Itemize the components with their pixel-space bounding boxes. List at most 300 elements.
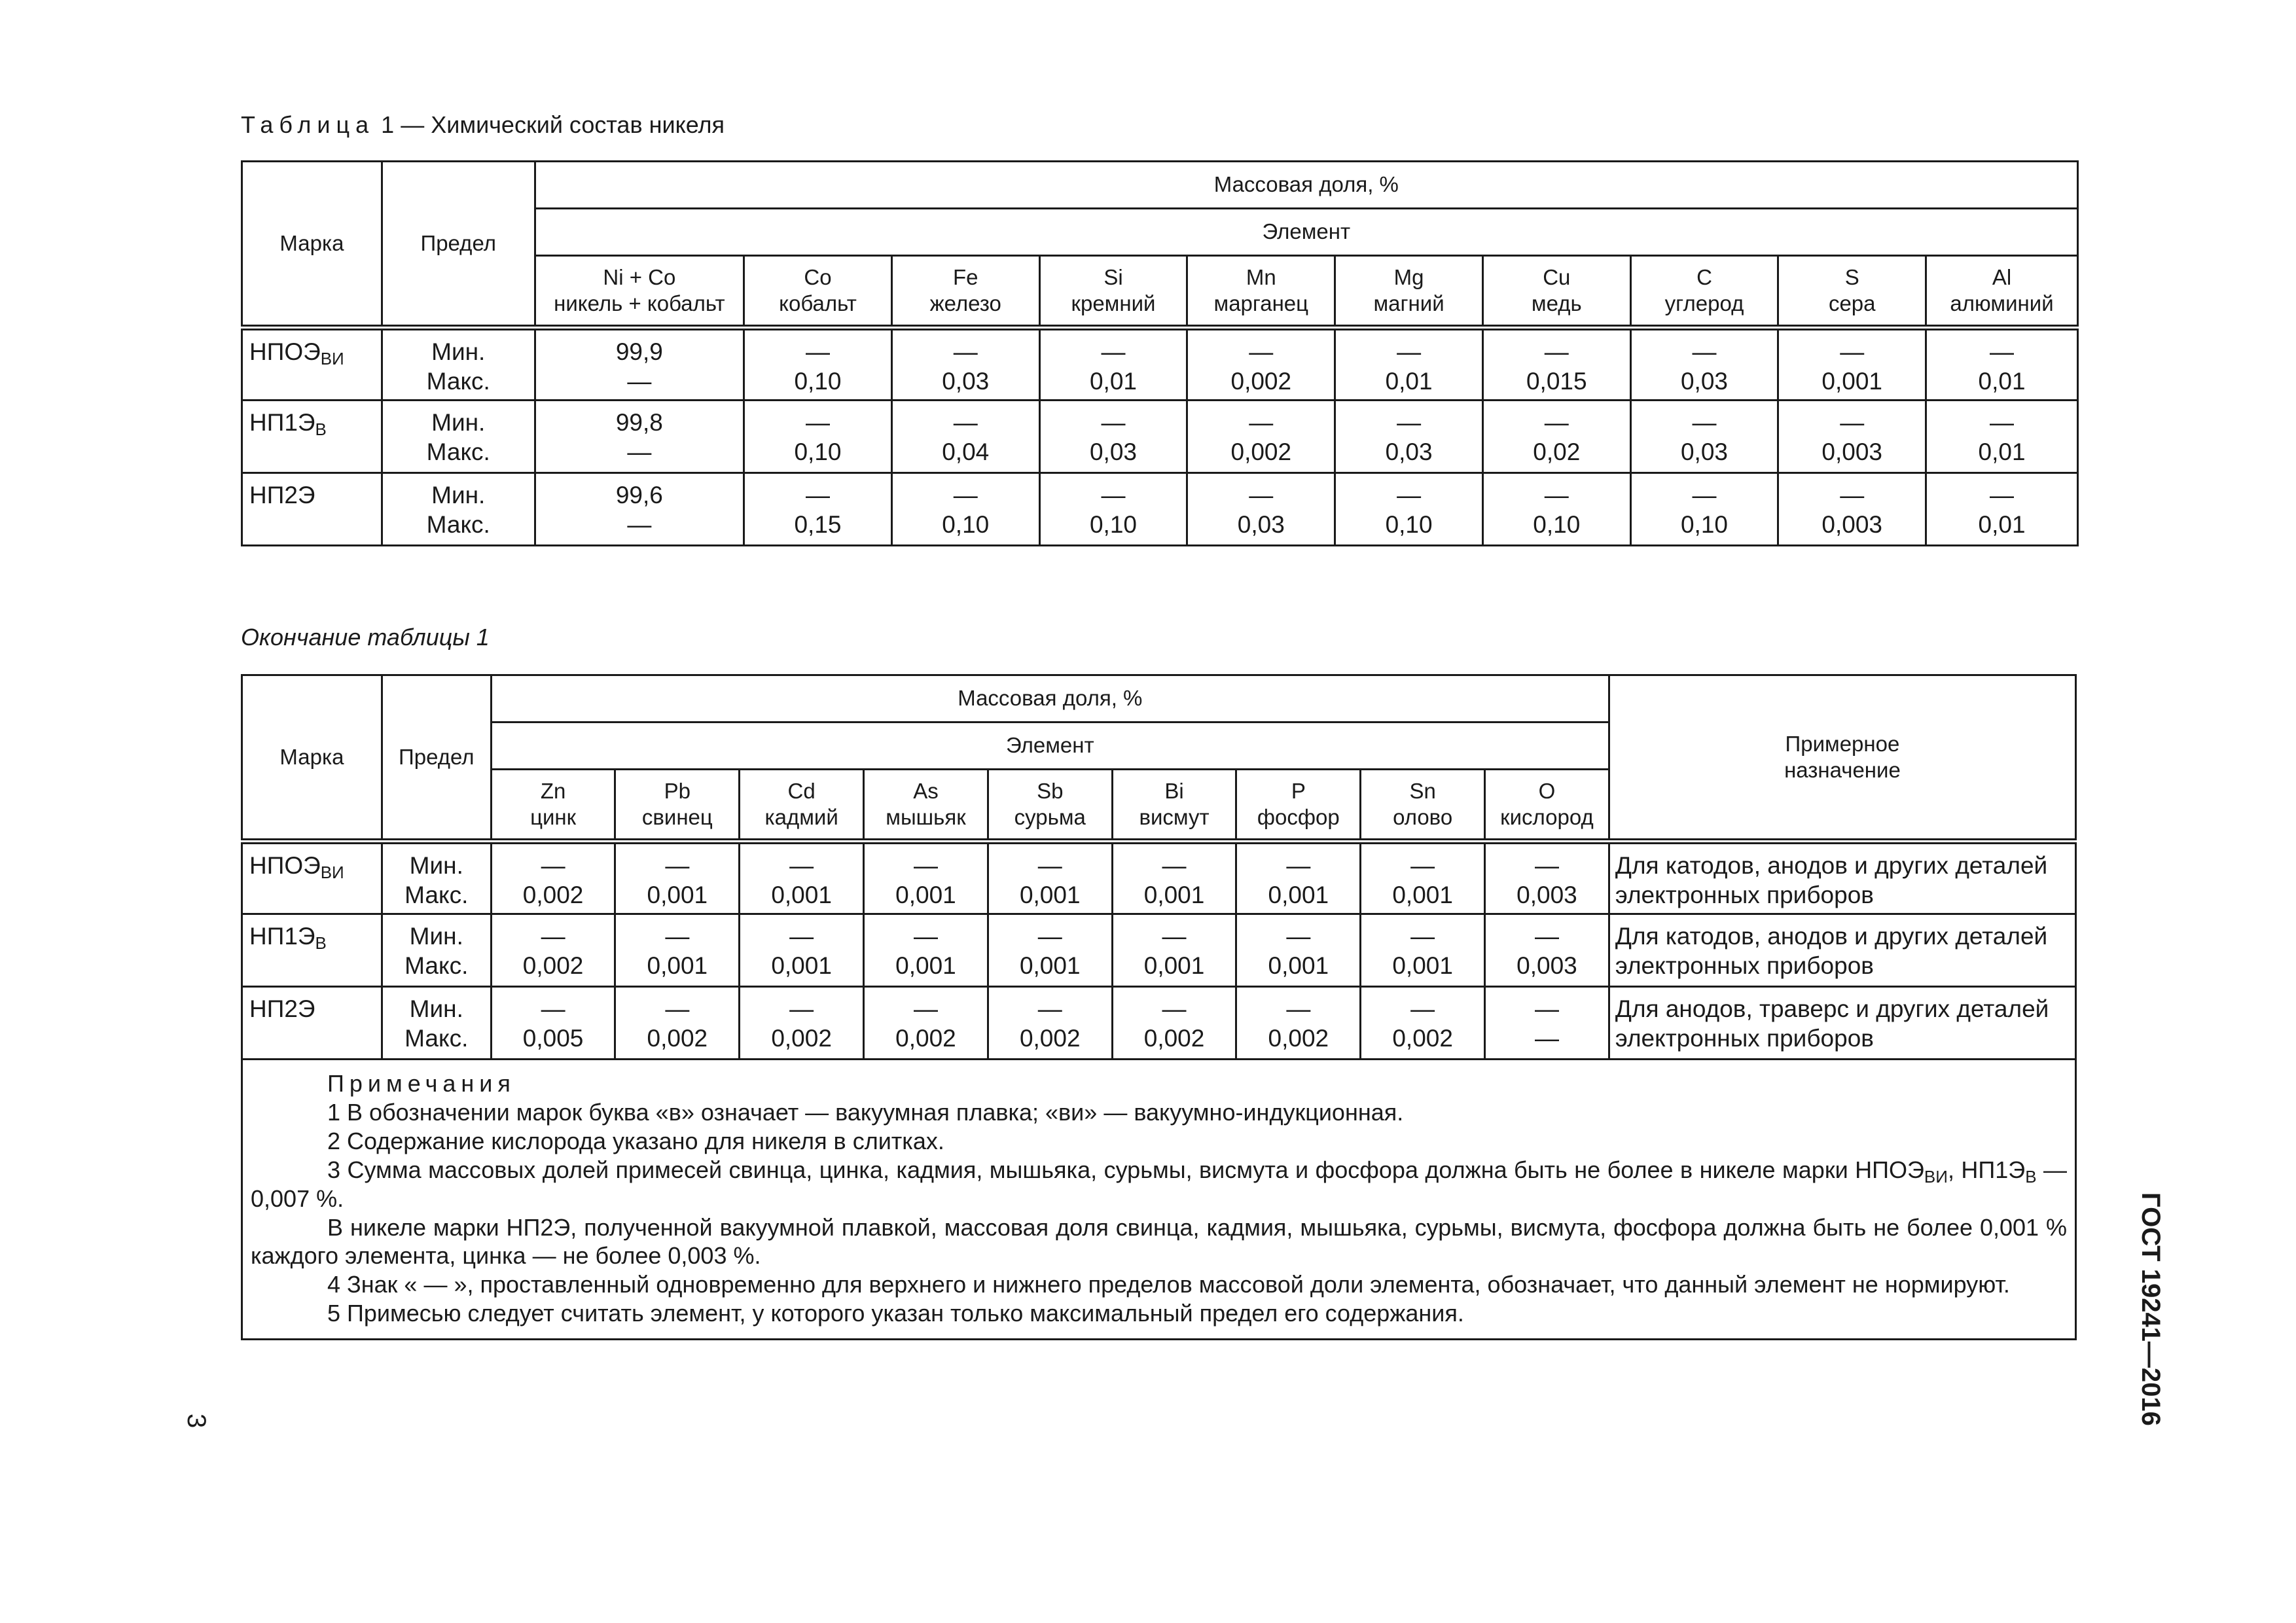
min-value: — — [541, 995, 565, 1022]
grade-cell — [242, 473, 382, 546]
element-name: кадмий — [764, 805, 838, 829]
value-cell — [1485, 914, 1609, 987]
value-cell — [1335, 473, 1483, 546]
column-header — [1361, 770, 1485, 842]
table-row — [242, 328, 2078, 401]
grade-name: НП1Э — [249, 923, 315, 950]
max-value: 0,001 — [1019, 882, 1081, 909]
limit-min-label: Мин. — [409, 995, 463, 1022]
min-value: — — [665, 923, 690, 950]
column-header — [1335, 256, 1483, 328]
value-cell — [891, 401, 1039, 473]
table-row — [242, 473, 2078, 546]
element-symbol: S — [1844, 264, 1859, 289]
max-value: 0,002 — [1019, 1025, 1081, 1052]
value-cell — [1187, 401, 1335, 473]
value-cell — [491, 914, 615, 987]
min-value: — — [1286, 995, 1311, 1022]
max-value: — — [627, 511, 652, 539]
value-cell — [891, 328, 1039, 401]
table1-header-mark: Марка — [242, 162, 382, 328]
min-value: — — [541, 852, 565, 879]
max-value: 0,10 — [1680, 511, 1728, 539]
column-header — [1485, 770, 1609, 842]
column-header — [740, 770, 864, 842]
note-3-text-c: — 0,007 %. — [251, 1156, 2067, 1212]
purpose-cell: Для анодов, траверс и других деталей электронных приборов — [1609, 987, 2075, 1060]
value-cell — [1112, 842, 1236, 914]
note-3-text-a: 3 Сумма массовых долей примесей свинца, цинка, кадмия, мышьяка, сурьмы, висмута и фосфора должна быть не более в никеле марки НПОЭ — [327, 1156, 1924, 1183]
limit-max-label: Макс. — [426, 368, 490, 395]
element-symbol: Pb — [664, 778, 691, 803]
max-value: — — [627, 368, 652, 395]
max-value: 0,01 — [1385, 368, 1433, 395]
max-value: 0,001 — [1143, 952, 1205, 980]
column-header — [1236, 770, 1361, 842]
element-symbol: P — [1291, 778, 1306, 803]
value-cell — [1236, 842, 1361, 914]
value-cell — [491, 842, 615, 914]
max-value: 0,04 — [942, 438, 990, 466]
value-cell — [864, 987, 988, 1060]
purpose-cell: Для катодов, анодов и других деталей электронных приборов — [1609, 842, 2075, 914]
limit-min-label: Мин. — [409, 852, 463, 879]
min-value: — — [1249, 482, 1274, 508]
min-value: — — [665, 995, 690, 1022]
min-value: — — [541, 923, 565, 950]
value-cell — [1335, 328, 1483, 401]
max-value: 0,15 — [794, 511, 842, 539]
max-value: — — [627, 438, 652, 466]
value-cell — [1187, 473, 1335, 546]
grade-name: НП2Э — [249, 995, 315, 1022]
element-name: свинец — [641, 805, 713, 829]
limit-max-label: Макс. — [404, 882, 469, 909]
max-value: 0,10 — [794, 368, 842, 395]
max-value: 0,001 — [647, 882, 708, 909]
max-value: 0,001 — [1392, 882, 1453, 909]
element-symbol: Zn — [540, 778, 566, 803]
limit-cell — [382, 842, 491, 914]
element-name: кремний — [1071, 291, 1156, 315]
value-cell — [615, 914, 740, 987]
page-number — [182, 1414, 212, 1440]
element-symbol: Cd — [787, 778, 816, 803]
limit-cell — [382, 987, 491, 1060]
min-value: — — [1162, 852, 1187, 879]
min-value: — — [806, 482, 830, 508]
max-value: 0,005 — [522, 1025, 584, 1052]
limit-min-label: Мин. — [431, 482, 486, 508]
max-value: 0,001 — [1268, 882, 1329, 909]
max-value: 0,10 — [1533, 511, 1581, 539]
value-cell — [1482, 473, 1630, 546]
value-cell — [1187, 328, 1335, 401]
min-value: — — [1101, 409, 1126, 436]
min-value: — — [1410, 923, 1435, 950]
value-cell — [535, 401, 744, 473]
min-value: — — [1840, 338, 1865, 365]
grade-name: НП1Э — [249, 409, 315, 436]
table-row — [242, 401, 2078, 473]
max-value: 0,001 — [895, 882, 956, 909]
min-value: — — [1534, 923, 1559, 950]
min-value: — — [665, 852, 690, 879]
max-value: 0,03 — [1089, 438, 1137, 466]
max-value: 0,03 — [1680, 368, 1728, 395]
min-value: — — [1534, 995, 1559, 1022]
element-symbol: As — [913, 778, 939, 803]
column-header — [491, 770, 615, 842]
limit-max-label: Макс. — [426, 438, 490, 466]
element-symbol: Sb — [1037, 778, 1064, 803]
min-value: — — [789, 923, 814, 950]
value-cell — [1630, 401, 1778, 473]
max-value: 0,002 — [522, 952, 584, 980]
grade-name: НП2Э — [249, 482, 315, 508]
min-value: — — [1692, 482, 1717, 508]
max-value: 0,10 — [1385, 511, 1433, 539]
table2-header-purpose — [1609, 675, 2075, 842]
min-value: — — [1397, 482, 1422, 508]
limit-cell — [382, 401, 535, 473]
limit-max-label: Макс. — [426, 511, 490, 539]
max-value: 0,003 — [1821, 511, 1883, 539]
table-row — [242, 987, 2076, 1060]
max-value: 0,001 — [1392, 952, 1453, 980]
grade-name: НПОЭ — [249, 852, 321, 879]
min-value: 99,8 — [615, 409, 663, 436]
value-cell — [744, 473, 892, 546]
max-value: 0,003 — [1516, 882, 1577, 909]
limit-max-label: Макс. — [404, 1025, 469, 1052]
value-cell — [744, 328, 892, 401]
element-name: сурьма — [1014, 805, 1086, 829]
grade-subscript: В — [315, 933, 327, 953]
min-value: — — [1249, 338, 1274, 365]
max-value: 0,003 — [1516, 952, 1577, 980]
value-cell — [615, 842, 740, 914]
min-value: — — [1840, 482, 1865, 508]
value-cell — [535, 328, 744, 401]
limit-min-label: Мин. — [409, 923, 463, 950]
value-cell — [988, 914, 1112, 987]
min-value: 99,9 — [615, 338, 663, 365]
value-cell — [615, 987, 740, 1060]
grade-cell — [242, 842, 382, 914]
element-name: магний — [1373, 291, 1444, 315]
max-value: 0,001 — [1019, 952, 1081, 980]
element-symbol: Al — [1992, 264, 2012, 289]
value-cell — [1778, 328, 1926, 401]
element-symbol: Ni + Co — [603, 264, 676, 289]
element-symbol: Mn — [1246, 264, 1276, 289]
column-header — [891, 256, 1039, 328]
value-cell — [535, 473, 744, 546]
max-value: 0,015 — [1526, 368, 1587, 395]
note-5: 5 Примесью следует считать элемент, у которого указан только максимальный предел его содержания. — [327, 1300, 1464, 1327]
table1-caption-prefix: Таблица — [241, 111, 375, 138]
element-symbol: Sn — [1409, 778, 1436, 803]
max-value: 0,10 — [794, 438, 842, 466]
limit-cell — [382, 473, 535, 546]
element-name: никель + кобальт — [554, 291, 725, 315]
min-value: — — [789, 995, 814, 1022]
value-cell — [864, 842, 988, 914]
min-value: — — [1534, 852, 1559, 879]
max-value: 0,03 — [1680, 438, 1728, 466]
table2 — [241, 674, 2077, 1340]
min-value: — — [913, 923, 938, 950]
notes-block — [242, 1060, 2076, 1340]
min-value: — — [1544, 338, 1569, 365]
min-value: — — [1397, 409, 1422, 436]
min-value: — — [913, 995, 938, 1022]
page-number-text: 3 — [182, 1414, 211, 1429]
max-value: 0,03 — [1237, 511, 1285, 539]
table1-header-mass-fraction: Массовая доля, % — [535, 162, 2077, 209]
element-symbol: O — [1538, 778, 1556, 803]
max-value: 0,001 — [771, 882, 832, 909]
document-code-text: ГОСТ 19241—2016 — [2136, 1192, 2165, 1426]
min-value: 99,6 — [615, 482, 663, 508]
table2-caption: Окончание таблицы 1 — [241, 624, 490, 651]
max-value: 0,03 — [942, 368, 990, 395]
element-name: кислород — [1500, 805, 1594, 829]
value-cell — [740, 987, 864, 1060]
table2-header-element: Элемент — [491, 722, 1609, 770]
max-value: 0,01 — [1978, 368, 2026, 395]
element-name: углерод — [1664, 291, 1744, 315]
element-name: сера — [1828, 291, 1876, 315]
note-3-sub-a: ВИ — [1924, 1166, 1948, 1186]
max-value: 0,002 — [771, 1025, 832, 1052]
element-symbol: Bi — [1164, 778, 1184, 803]
purpose-cell: Для катодов, анодов и других деталей электронных приборов — [1609, 914, 2075, 987]
value-cell — [1485, 987, 1609, 1060]
value-cell — [1630, 328, 1778, 401]
max-value: 0,001 — [1143, 882, 1205, 909]
element-name: железо — [929, 291, 1001, 315]
value-cell — [988, 842, 1112, 914]
max-value: 0,10 — [942, 511, 990, 539]
element-name: марганец — [1213, 291, 1309, 315]
value-cell — [744, 401, 892, 473]
value-cell — [1361, 987, 1485, 1060]
column-header — [1778, 256, 1926, 328]
max-value: 0,002 — [1268, 1025, 1329, 1052]
table1-header-element: Элемент — [535, 209, 2077, 256]
min-value: — — [1037, 923, 1062, 950]
min-value: — — [1037, 852, 1062, 879]
value-cell — [864, 914, 988, 987]
min-value: — — [789, 852, 814, 879]
note-3-text-b: , НП1Э — [1947, 1156, 2026, 1183]
value-cell — [1926, 328, 2078, 401]
min-value: — — [1840, 409, 1865, 436]
min-value: — — [1990, 338, 2015, 365]
max-value: 0,003 — [1821, 438, 1883, 466]
max-value: 0,002 — [1230, 438, 1292, 466]
element-name: висмут — [1139, 805, 1210, 829]
column-header — [1926, 256, 2078, 328]
value-cell — [1482, 401, 1630, 473]
note-4: 4 Знак « — », проставленный одновременно для верхнего и нижнего пределов массовой доли элемента, обозначает, что данный элемент не нормируют. — [327, 1271, 2010, 1298]
grade-subscript: ВИ — [320, 863, 344, 882]
element-symbol: Co — [804, 264, 832, 289]
grade-subscript: В — [315, 419, 327, 439]
table2-header-mark: Марка — [242, 675, 382, 842]
max-value: 0,001 — [1821, 368, 1883, 395]
value-cell — [1039, 473, 1187, 546]
min-value: — — [1692, 409, 1717, 436]
table1 — [241, 160, 2079, 546]
min-value: — — [953, 482, 978, 508]
min-value: — — [1990, 409, 2015, 436]
max-value: 0,002 — [1230, 368, 1292, 395]
element-name: алюминий — [1950, 291, 2054, 315]
min-value: — — [1692, 338, 1717, 365]
limit-min-label: Мин. — [431, 409, 486, 436]
table-row — [242, 842, 2076, 914]
element-name: мышьяк — [886, 805, 966, 829]
element-name: цинк — [530, 805, 577, 829]
column-header — [988, 770, 1112, 842]
min-value: — — [1410, 995, 1435, 1022]
min-value: — — [1397, 338, 1422, 365]
max-value: 0,01 — [1978, 511, 2026, 539]
min-value: — — [913, 852, 938, 879]
value-cell — [740, 914, 864, 987]
value-cell — [1112, 914, 1236, 987]
value-cell — [988, 987, 1112, 1060]
note-2: 2 Содержание кислорода указано для никеля в слитках. — [327, 1127, 944, 1154]
grade-subscript: ВИ — [320, 349, 344, 368]
column-header — [1112, 770, 1236, 842]
min-value: — — [1162, 995, 1187, 1022]
min-value: — — [1037, 995, 1062, 1022]
grade-cell — [242, 987, 382, 1060]
value-cell — [1112, 987, 1236, 1060]
max-value: 0,03 — [1385, 438, 1433, 466]
table2-header-limit: Предел — [382, 675, 491, 842]
column-header — [864, 770, 988, 842]
element-symbol: Cu — [1543, 264, 1571, 289]
value-cell — [1236, 914, 1361, 987]
value-cell — [1482, 328, 1630, 401]
notes-title: Примечания — [327, 1070, 516, 1097]
table-row — [242, 914, 2076, 987]
max-value: 0,001 — [647, 952, 708, 980]
grade-cell — [242, 401, 382, 473]
max-value: 0,002 — [1392, 1025, 1453, 1052]
max-value: 0,002 — [1143, 1025, 1205, 1052]
note-1: 1 В обозначении марок буква «в» означает — вакуумная плавка; «ви» — вакуумно-индукционная. — [327, 1098, 1404, 1126]
max-value: 0,01 — [1978, 438, 2026, 466]
note-3-sub-b: В — [2025, 1166, 2037, 1186]
element-symbol: Si — [1103, 264, 1123, 289]
table1-header-limit: Предел — [382, 162, 535, 328]
limit-cell — [382, 914, 491, 987]
value-cell — [491, 987, 615, 1060]
max-value: — — [1534, 1025, 1559, 1052]
min-value: — — [953, 409, 978, 436]
element-name: олово — [1393, 805, 1453, 829]
max-value: 0,001 — [771, 952, 832, 980]
max-value: 0,001 — [1268, 952, 1329, 980]
min-value: — — [1286, 923, 1311, 950]
max-value: 0,002 — [522, 882, 584, 909]
grade-name: НПОЭ — [249, 338, 321, 365]
note-3 — [251, 1156, 2067, 1213]
limit-cell — [382, 328, 535, 401]
limit-max-label: Макс. — [404, 952, 469, 980]
element-name: кобальт — [779, 291, 857, 315]
element-symbol: C — [1696, 264, 1712, 289]
value-cell — [1778, 473, 1926, 546]
max-value: 0,10 — [1089, 511, 1137, 539]
min-value: — — [1544, 482, 1569, 508]
min-value: — — [953, 338, 978, 365]
value-cell — [740, 842, 864, 914]
value-cell — [1236, 987, 1361, 1060]
column-header — [535, 256, 744, 328]
column-header — [1039, 256, 1187, 328]
column-header — [615, 770, 740, 842]
table2-header-mass-fraction: Массовая доля, % — [491, 675, 1609, 722]
table2-header-purpose-text: Примерное назначение — [1784, 731, 1901, 782]
value-cell — [1361, 842, 1485, 914]
element-name: фосфор — [1257, 805, 1340, 829]
value-cell — [1778, 401, 1926, 473]
element-name: медь — [1531, 291, 1582, 315]
min-value: — — [806, 409, 830, 436]
min-value: — — [1410, 852, 1435, 879]
element-symbol: Mg — [1393, 264, 1424, 289]
value-cell — [1926, 401, 2078, 473]
value-cell — [1485, 842, 1609, 914]
min-value: — — [1286, 852, 1311, 879]
element-symbol: Fe — [952, 264, 978, 289]
value-cell — [1361, 914, 1485, 987]
max-value: 0,001 — [895, 952, 956, 980]
value-cell — [1335, 401, 1483, 473]
grade-cell — [242, 328, 382, 401]
value-cell — [1926, 473, 2078, 546]
max-value: 0,02 — [1533, 438, 1581, 466]
note-3b: В никеле марки НП2Э, полученной вакуумной плавкой, массовая доля свинца, кадмия, мышьяка, сурьмы, висмута, фосфора должна быть не более 0,001 % каждого элемента, цинка — не более 0,003 %. — [251, 1213, 2067, 1270]
column-header — [1482, 256, 1630, 328]
max-value: 0,002 — [647, 1025, 708, 1052]
min-value: — — [1101, 338, 1126, 365]
value-cell — [1630, 473, 1778, 546]
min-value: — — [806, 338, 830, 365]
value-cell — [1039, 401, 1187, 473]
max-value: 0,002 — [895, 1025, 956, 1052]
grade-cell — [242, 914, 382, 987]
limit-min-label: Мин. — [431, 338, 486, 365]
table1-caption-text: 1 — Химический состав никеля — [381, 111, 725, 138]
min-value: — — [1162, 923, 1187, 950]
column-header — [744, 256, 892, 328]
value-cell — [891, 473, 1039, 546]
min-value: — — [1544, 409, 1569, 436]
table1-caption — [241, 111, 725, 139]
column-header — [1187, 256, 1335, 328]
min-value: — — [1101, 482, 1126, 508]
max-value: 0,01 — [1089, 368, 1137, 395]
min-value: — — [1249, 409, 1274, 436]
